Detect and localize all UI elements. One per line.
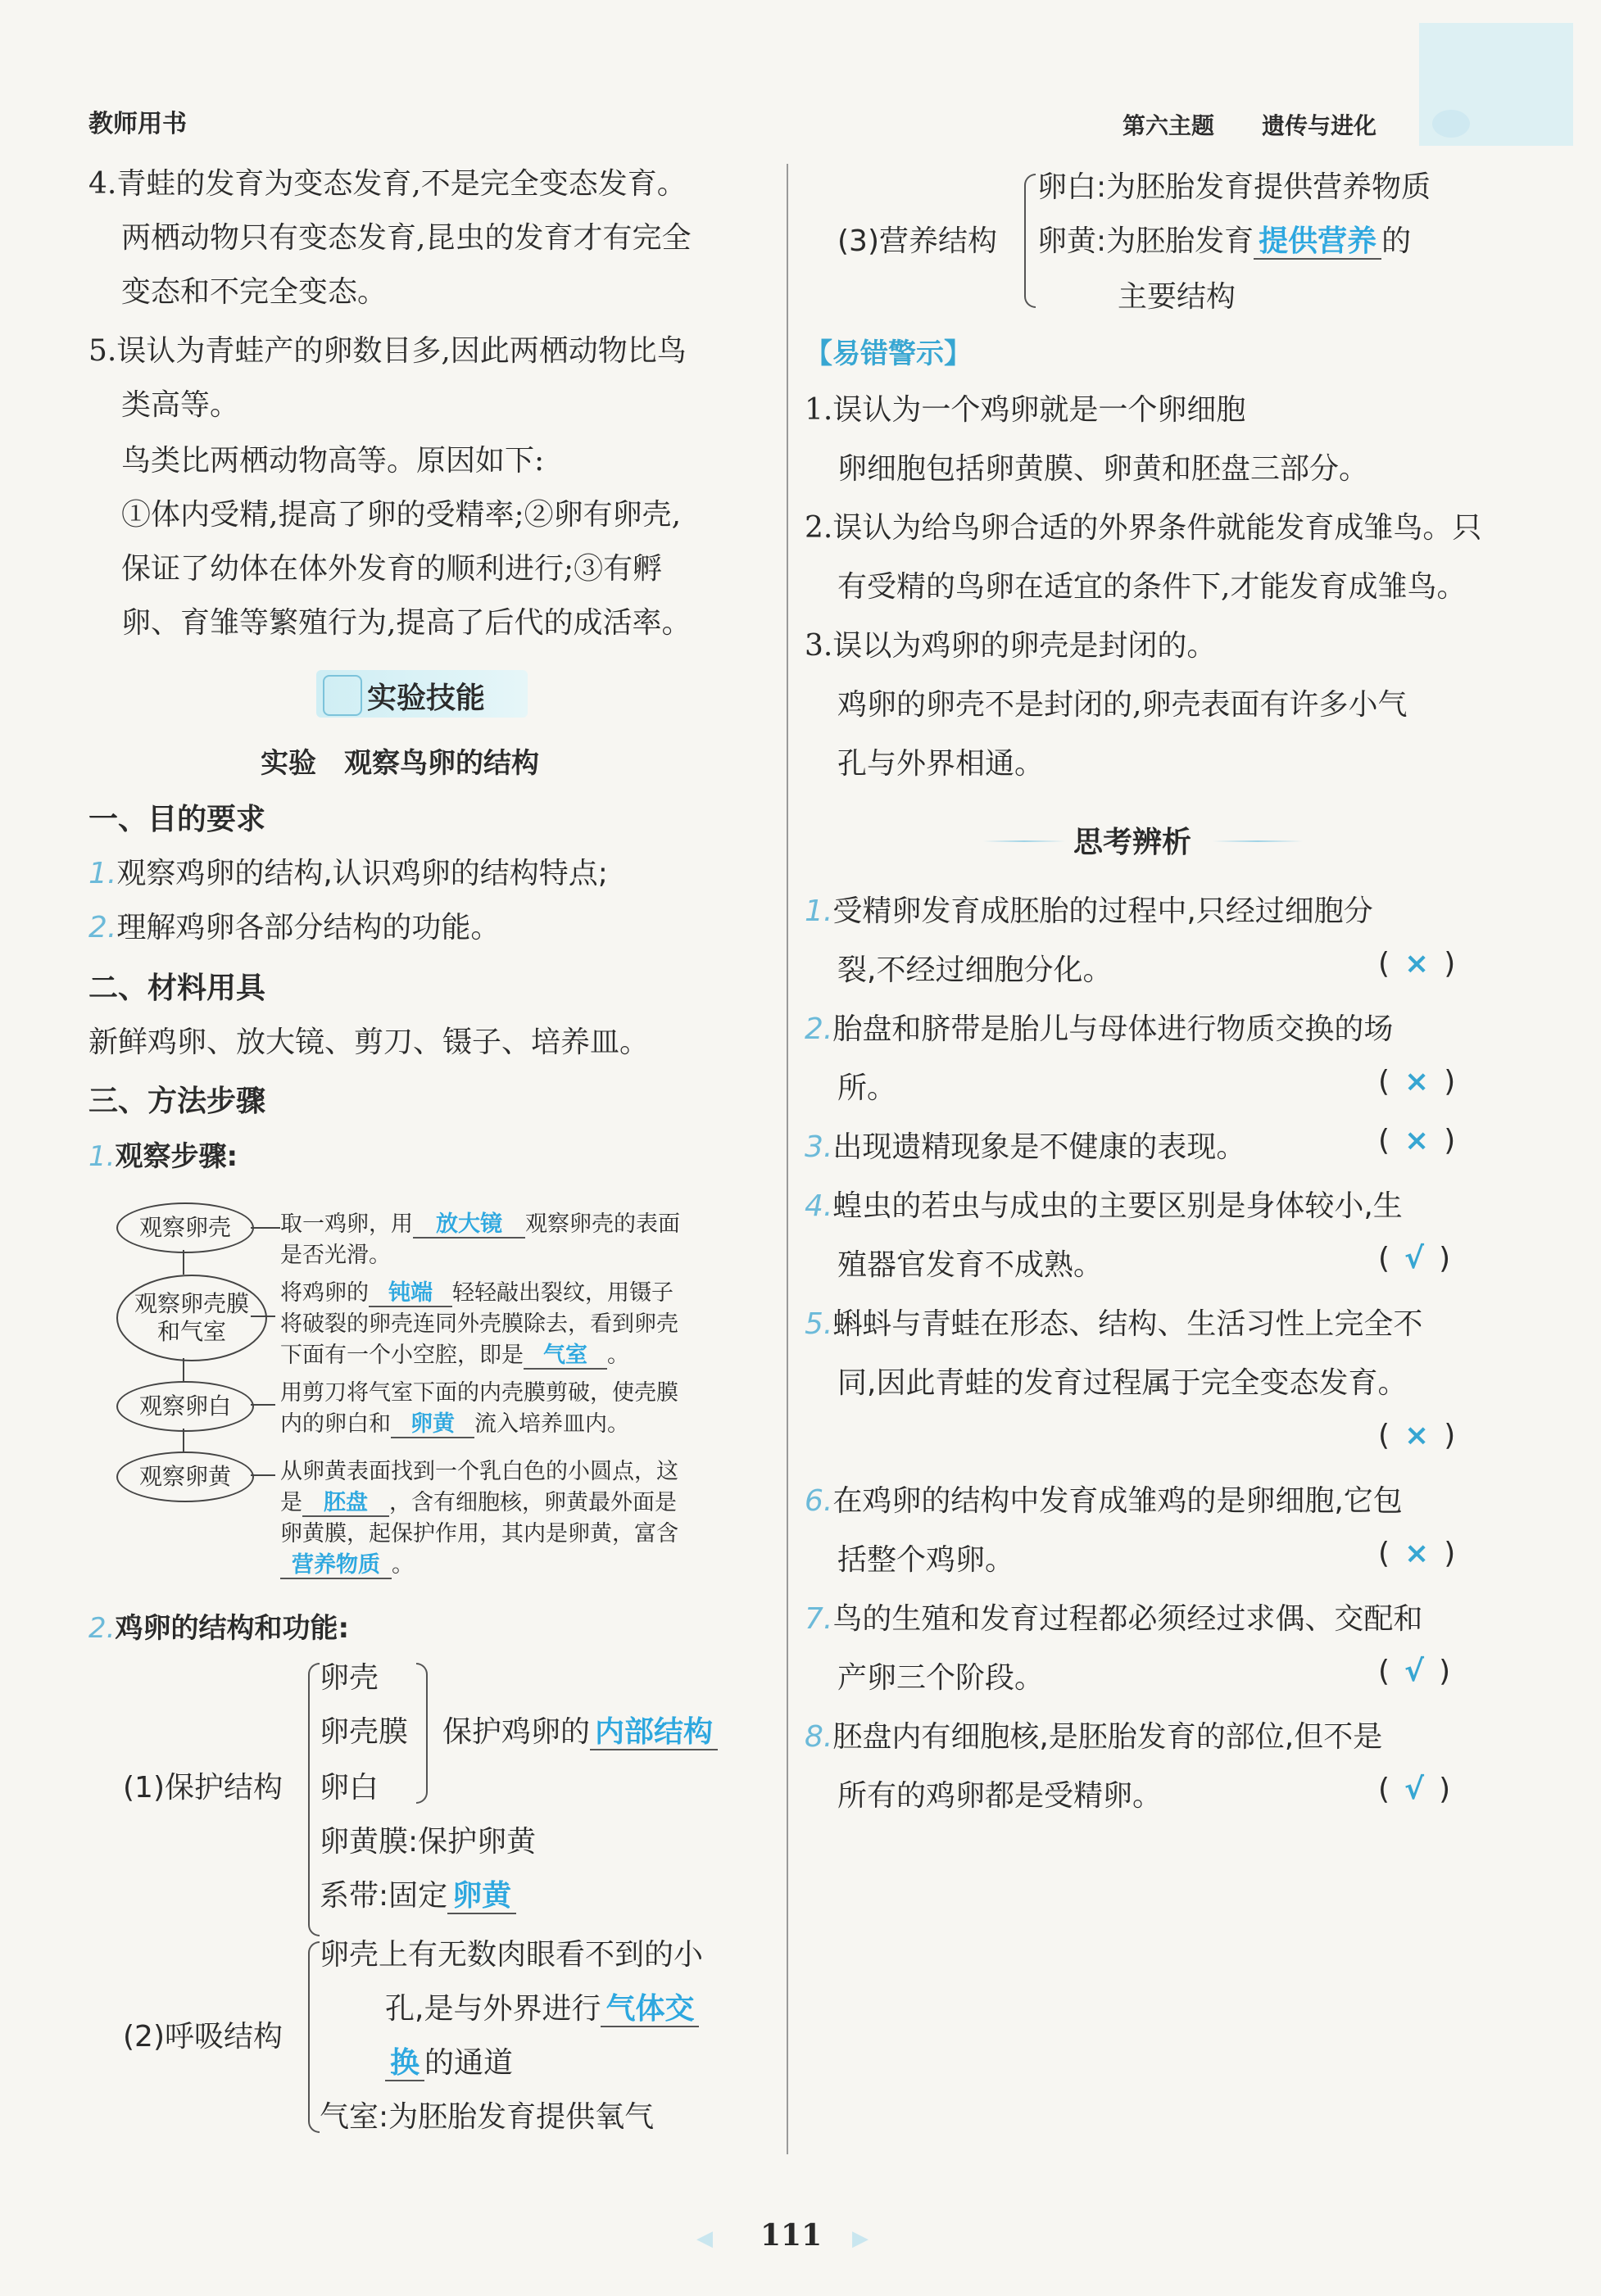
judge-number: 8.: [805, 1720, 833, 1754]
shell-group-brace: [416, 1663, 428, 1804]
judge-number: 6.: [805, 1484, 833, 1518]
flow-connector-2: [251, 1316, 275, 1317]
warning1: 1.误认为一个鸡卵就是一个卵细胞: [805, 393, 1246, 427]
footer-left-arrow-icon: ◀: [696, 2226, 713, 2251]
judge-number: 4.: [805, 1189, 833, 1223]
judge-item-5: [805, 1301, 1422, 1343]
warning2: 2.误认为给鸟卵合适的外界条件就能发育成雏鸟。只: [805, 511, 1482, 545]
header-theme: 第六主题: [1123, 112, 1215, 139]
judge-item-8: [805, 1714, 1382, 1755]
flow-s2-d: 下面有一个小空腔，即是: [280, 1343, 524, 1368]
judge-item-7: [805, 1596, 1422, 1637]
item5-line6: 卵、育雏等繁殖行为,提高了后代的成活率。: [121, 606, 692, 640]
experiment-badge-label: 实验技能: [367, 682, 486, 715]
judge-mark: ×: [1404, 1537, 1430, 1570]
item5-line3: 鸟类比两栖动物高等。原因如下:: [121, 444, 545, 478]
judge-answer: ( × ): [1378, 1065, 1456, 1098]
judge-line2: 括整个鸡卵。: [837, 1543, 1015, 1577]
warning3-answer-a: 鸡卵的卵壳不是封闭的,卵壳表面有许多小气: [837, 688, 1408, 722]
nutrition-yolk-a: 卵黄:为胚胎发育: [1037, 224, 1254, 258]
respire-brace: [308, 1941, 320, 2133]
experiment-badge: [316, 670, 528, 718]
goal2-text: 理解鸡卵各部分结构的功能。: [116, 911, 501, 944]
judge-line1: 出现遗精现象是不健康的表现。: [832, 1130, 1246, 1164]
flow-node-albumen: 观察卵白: [116, 1381, 254, 1432]
column-divider: [787, 164, 788, 2154]
flow-s4-b: 是: [280, 1490, 302, 1515]
judge-line1: 鸟的生殖和发育过程都必须经过求偶、交配和: [832, 1602, 1423, 1636]
judge-answer: ( √ ): [1378, 1773, 1451, 1806]
flow-s1-answer: 放大镜: [413, 1211, 525, 1239]
judge-line2: 殖器官发育不成熟。: [837, 1248, 1104, 1282]
page-number: 111: [760, 2218, 823, 2253]
judge-item-3: [805, 1124, 1245, 1166]
judge-line1: 受精卵发育成胚胎的过程中,只经过细胞分: [832, 894, 1373, 928]
judge-number: 5.: [805, 1307, 833, 1341]
judge-line2: 所有的鸡卵都是受精卵。: [837, 1779, 1163, 1813]
flask-icon: [323, 675, 362, 716]
header-title: 遗传与进化: [1262, 112, 1377, 139]
judge-line1: 蝗虫的若虫与成虫的主要区别是身体较小,生: [832, 1189, 1403, 1223]
judge-line2: 所。: [837, 1071, 897, 1105]
protect-label: (1)保护结构: [123, 1771, 283, 1805]
chalaza-text: 系带:固定: [320, 1879, 448, 1913]
judge-answer: ( × ): [1378, 1537, 1456, 1570]
flow-node-yolk: 观察卵黄: [116, 1451, 254, 1502]
judge-line1: 在鸡卵的结构中发育成雏鸡的是卵细胞,它包: [832, 1484, 1403, 1518]
nutrition-albumen: 卵白:为胚胎发育提供营养物质: [1037, 170, 1431, 204]
flow-s2-answer2: 气室: [524, 1343, 607, 1370]
flow-node-shell: 观察卵壳: [116, 1202, 254, 1253]
goal1-text: 观察鸡卵的结构,认识鸡卵的结构特点;: [116, 857, 608, 890]
shell-label: 卵壳: [320, 1661, 379, 1695]
flow-s1-a: 取一鸡卵，用: [280, 1211, 413, 1237]
judge-item-1: [805, 888, 1373, 930]
judge-mark: √: [1404, 1773, 1425, 1806]
step2-title: 鸡卵的结构和功能:: [115, 1612, 350, 1645]
item5-line4: ①体内受精,提高了卵的受精率;②卵有卵壳,: [121, 498, 682, 532]
judge-mark: √: [1404, 1242, 1425, 1275]
flow-s3-answer: 卵黄: [391, 1411, 474, 1438]
flow-connector-1: [251, 1227, 280, 1229]
albumen-label: 卵白: [320, 1771, 379, 1805]
flow-arrow-1: [183, 1250, 184, 1275]
judge-number: 7.: [805, 1602, 833, 1636]
pores-answer1: 气体交: [601, 1992, 699, 2027]
nutrition-yolk-b: 的: [1381, 224, 1412, 258]
yolk-membrane-text: 卵黄膜:保护卵黄: [320, 1825, 537, 1859]
judge-item-4: [805, 1183, 1403, 1225]
flow-arrow-3: [183, 1429, 184, 1451]
respire-label: (2)呼吸结构: [123, 2020, 283, 2054]
flow-s3-b: 内的卵白和: [280, 1411, 391, 1437]
warning3: 3.误以为鸡卵的卵壳是封闭的。: [805, 629, 1217, 663]
judge-item-2: [805, 1006, 1393, 1048]
judge-mark: √: [1404, 1655, 1425, 1688]
section-steps-title: 三、方法步骤: [88, 1085, 266, 1118]
judge-number: 1.: [805, 894, 833, 928]
warning-title: 【易错警示】: [805, 337, 972, 370]
judge-line2: 产卵三个阶段。: [837, 1661, 1045, 1695]
flow-s4-a: 从卵黄表面找到一个乳白色的小圆点，这: [280, 1459, 678, 1484]
flow-s4-answer: 胚盘: [302, 1490, 389, 1517]
nutrition-yolk-c: 主要结构: [1118, 280, 1236, 314]
warning3-answer-b: 孔与外界相通。: [837, 747, 1045, 781]
header-book-label: 教师用书: [88, 110, 187, 138]
think-deco-right: [1213, 840, 1303, 842]
shell-membrane-label: 卵壳膜: [320, 1715, 409, 1749]
section-materials-title: 二、材料用具: [88, 971, 266, 1005]
protect-text: 保护鸡卵的: [442, 1715, 591, 1749]
air-cell-text: 气室:为胚胎发育提供氧气: [320, 2100, 655, 2134]
judge-mark: ×: [1404, 1124, 1430, 1157]
item5-line2: 类高等。: [121, 388, 240, 422]
think-title: 思考辨析: [1073, 826, 1192, 859]
experiment-title: 实验 观察鸟卵的结构: [261, 747, 539, 780]
judge-line2: 裂,不经过细胞分化。: [837, 953, 1113, 987]
flow-node-membrane: 观察卵壳膜和气室: [116, 1275, 267, 1361]
pores-line3: 的通道: [424, 2046, 514, 2080]
item4-line3: 变态和不完全变态。: [121, 275, 388, 309]
flow-connector-3: [251, 1404, 275, 1406]
protect-brace: [308, 1663, 320, 1936]
flow-s4-d: 卵黄膜，起保护作用，其内是卵黄，富含: [280, 1521, 678, 1547]
flow-s3-a: 用剪刀将气室下面的内壳膜剪破，使壳膜: [280, 1380, 678, 1406]
judge-number: 2.: [805, 1012, 833, 1046]
nutrition-yolk-answer: 提供营养: [1254, 224, 1381, 260]
judge-answer: ( × ): [1378, 1419, 1456, 1452]
flow-s4-answer2: 营养物质: [280, 1552, 392, 1579]
think-deco-left: [983, 840, 1065, 842]
flow-arrow-2: [183, 1358, 184, 1381]
materials-text: 新鲜鸡卵、放大镜、剪刀、镊子、培养皿。: [88, 1026, 650, 1059]
chalaza-answer: 卵黄: [447, 1879, 516, 1914]
judge-answer: ( √ ): [1378, 1242, 1451, 1275]
flow-s2-answer1: 钝端: [369, 1280, 452, 1307]
flow-s4-c: ，含有细胞核，卵黄最外面是: [389, 1490, 677, 1515]
nutrition-brace: [1024, 174, 1036, 308]
flow-connector-4: [251, 1474, 275, 1476]
flow-s2-b: 轻轻敲出裂纹，用镊子: [452, 1280, 674, 1306]
pores-answer2: 换: [385, 2046, 424, 2081]
judge-mark: ×: [1404, 1065, 1430, 1098]
judge-mark: ×: [1404, 1419, 1430, 1452]
goal2-number: 2.: [88, 911, 117, 944]
flow-s4-e: 。: [392, 1552, 414, 1578]
flow-s2-e: 。: [607, 1343, 629, 1368]
step2-number: 2.: [88, 1612, 116, 1645]
item4-line1: 4.青蛙的发育为变态发育,不是完全变态发育。: [88, 167, 687, 201]
item5-line1: 5.误认为青蛙产的卵数目多,因此两栖动物比鸟: [88, 334, 687, 368]
warning2-answer: 有受精的鸟卵在适宜的条件下,才能发育成雏鸟。: [837, 570, 1467, 604]
judge-line2: 同,因此青蛙的发育过程属于完全变态发育。: [837, 1366, 1408, 1400]
judge-answer: ( × ): [1378, 1124, 1456, 1157]
header-eye-icon: [1432, 110, 1470, 138]
judge-number: 3.: [805, 1130, 833, 1164]
nutrition-label: (3)营养结构: [837, 224, 997, 258]
section-goals-title: 一、目的要求: [88, 803, 266, 836]
item4-line2: 两栖动物只有变态发育,昆虫的发育才有完全: [121, 221, 692, 255]
flow-s1-c: 是否光滑。: [280, 1243, 391, 1268]
warning1-answer: 卵细胞包括卵黄膜、卵黄和胚盘三部分。: [837, 452, 1369, 486]
footer-right-arrow-icon: ▶: [852, 2226, 869, 2251]
step1-number: 1.: [88, 1140, 116, 1173]
item5-line5: 保证了幼体在体外发育的顺利进行;③有孵: [121, 552, 663, 586]
judge-line1: 胎盘和脐带是胎儿与母体进行物质交换的场: [832, 1012, 1394, 1046]
flow-s2-c: 将破裂的卵壳连同外壳膜除去，看到卵壳: [280, 1311, 678, 1337]
flow-s3-c: 流入培养皿内。: [474, 1411, 629, 1437]
flow-s2-a: 将鸡卵的: [280, 1280, 369, 1306]
pores-line1: 卵壳上有无数肉眼看不到的小: [320, 1938, 704, 1972]
goal1-number: 1.: [88, 857, 117, 890]
judge-answer: ( √ ): [1378, 1655, 1451, 1688]
judge-item-6: [805, 1478, 1403, 1519]
judge-answer: ( × ): [1378, 947, 1456, 980]
judge-line1: 蝌蚪与青蛙在形态、结构、生活习性上完全不: [832, 1307, 1423, 1341]
pores-line2: 孔,是与外界进行: [385, 1992, 601, 2026]
step1-title: 观察步骤:: [115, 1140, 238, 1173]
judge-mark: ×: [1404, 947, 1430, 980]
judge-line1: 胚盘内有细胞核,是胚胎发育的部位,但不是: [832, 1720, 1383, 1754]
protect-answer: 内部结构: [590, 1715, 718, 1750]
flow-s1-b: 观察卵壳的表面: [525, 1211, 680, 1237]
